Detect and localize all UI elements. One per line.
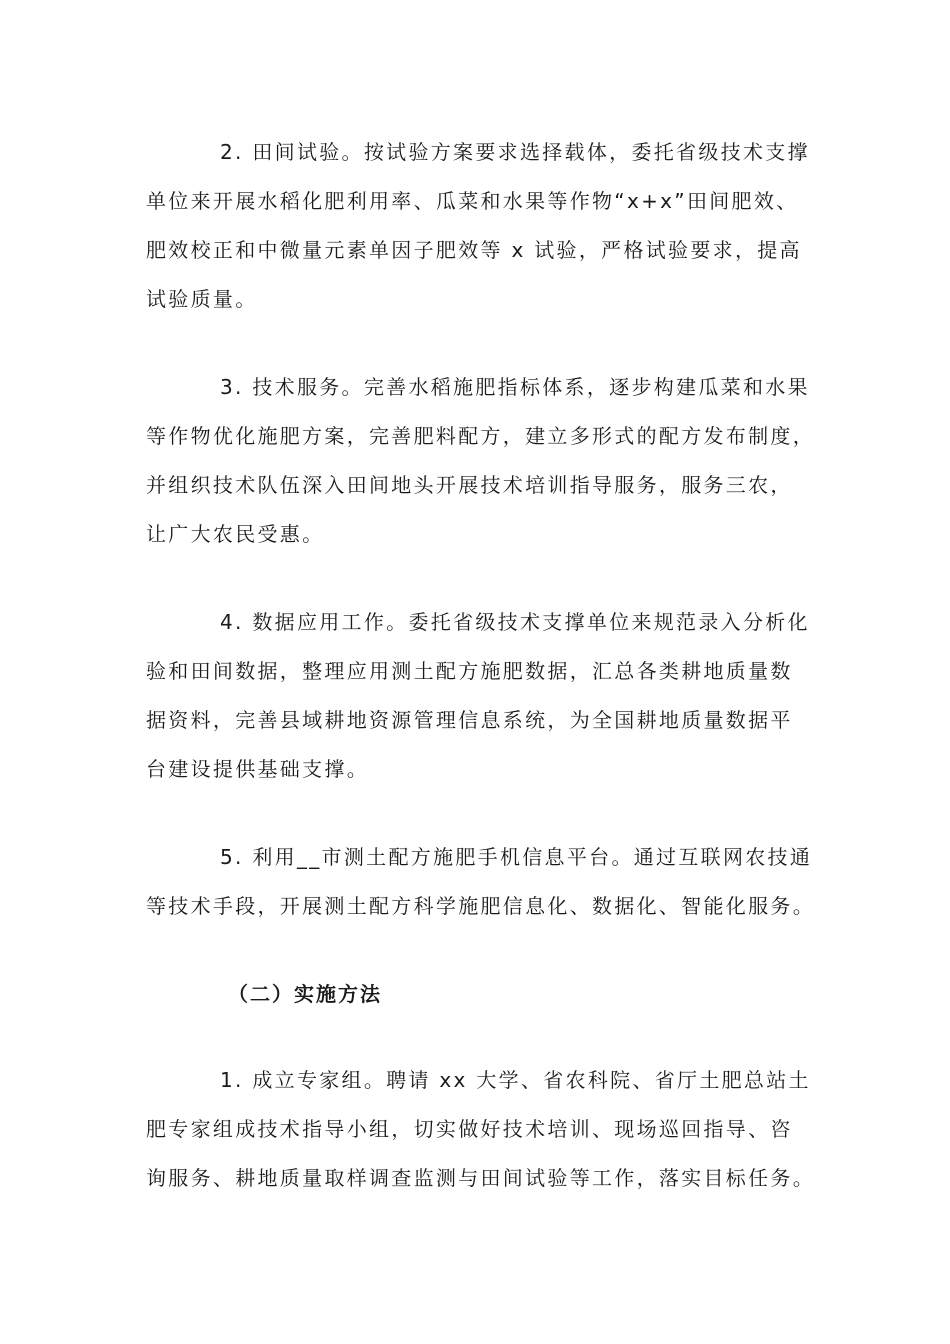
text-line: 2. 田间试验。按试验方案要求选择载体，委托省级技术支撑 <box>220 140 810 164</box>
text-line: 让广大农民受惠。 <box>146 522 325 546</box>
text-line: 等作物优化施肥方案，完善肥料配方，建立多形式的配方发布制度， <box>146 424 815 448</box>
text-line: 询服务、耕地质量取样调查监测与田间试验等工作，落实目标任务。 <box>146 1166 815 1190</box>
text-line: 4. 数据应用工作。委托省级技术支撑单位来规范录入分析化 <box>220 610 810 634</box>
text-line: 肥效校正和中微量元素单因子肥效等 x 试验，严格试验要求，提高 <box>146 238 802 262</box>
text-line: 试验质量。 <box>146 287 258 311</box>
text-line: 肥专家组成技术指导小组，切实做好技术培训、现场巡回指导、咨 <box>146 1117 793 1141</box>
text-line: 据资料，完善县域耕地资源管理信息系统，为全国耕地质量数据平 <box>146 708 793 732</box>
text-line: 等技术手段，开展测土配方科学施肥信息化、数据化、智能化服务。 <box>146 894 815 918</box>
text-line: 5. 利用__市测土配方施肥手机信息平台。通过互联网农技通 <box>220 845 813 869</box>
text-line: 并组织技术队伍深入田间地头开展技术培训指导服务，服务三农， <box>146 473 793 497</box>
text-line: 3. 技术服务。完善水稻施肥指标体系，逐步构建瓜菜和水果 <box>220 375 810 399</box>
text-line: 单位来开展水稻化肥利用率、瓜菜和水果等作物“x+x”田间肥效、 <box>146 189 799 213</box>
section-heading: （二）实施方法 <box>228 982 382 1006</box>
text-line: 验和田间数据，整理应用测土配方施肥数据，汇总各类耕地质量数 <box>146 659 793 683</box>
text-line: 台建设提供基础支撑。 <box>146 757 369 781</box>
text-line: 1. 成立专家组。聘请 xx 大学、省农科院、省厅土肥总站土 <box>220 1068 811 1092</box>
